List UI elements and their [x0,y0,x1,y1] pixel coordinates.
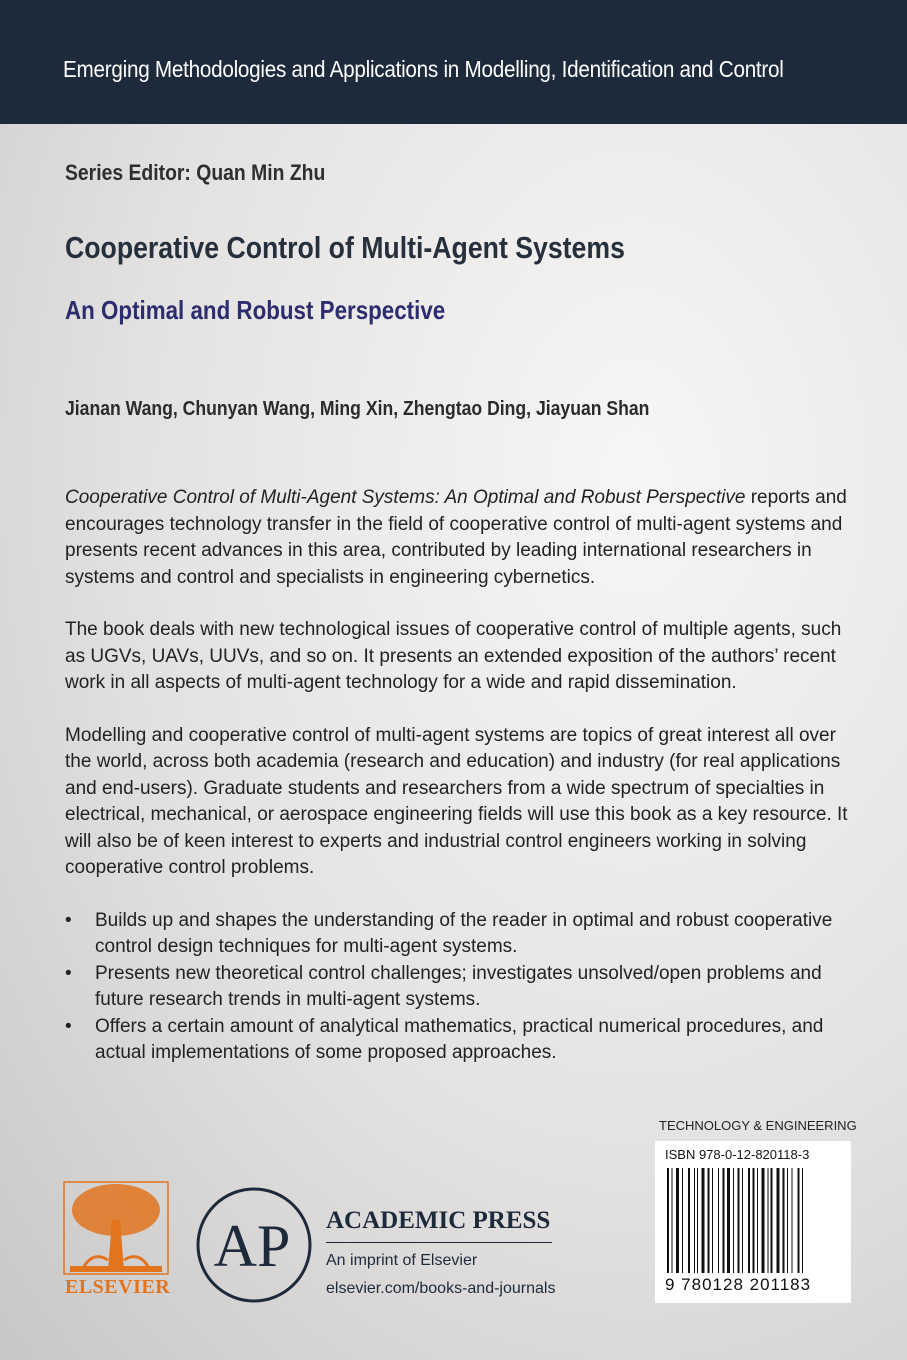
feature-item [65,1014,865,1067]
isbn-label: ISBN 978-0-12-820118-3 [665,1147,810,1162]
series-banner-text: Emerging Methodologies and Applications in Modelling, Identification and Control [63,56,784,82]
bullet-icon: • [65,962,72,984]
ap-monogram: AP [213,1213,291,1279]
feature-text: Offers a certain amount of analytical mathematics, practical numerical procedures, and actual implementations of some proposed approaches. [95,1015,824,1063]
barcode-icon [665,1168,841,1273]
publisher-imprint: An imprint of Elsevier [326,1252,478,1269]
description-paragraph-1-text: reports and encourages technology transfer in the field of cooperative control of multi-agent systems and presents recent advances in this area, contributed by leading international researchers in systems and control and specialists in engineering cybernetics. [65,487,847,588]
series-banner [0,0,907,124]
feature-list [65,908,865,1067]
feature-item [65,908,865,961]
book-title: Cooperative Control of Multi-Agent Systems [65,230,625,265]
elsevier-wordmark: ELSEVIER [65,1276,171,1298]
publisher-name: ACADEMIC PRESS [326,1207,551,1234]
description-paragraph-1 [65,485,865,591]
bullet-icon: • [65,909,72,931]
feature-text: Presents new theoretical control challenges; investigates unsolved/open problems and future research trends in multi-agent systems. [95,962,822,1010]
series-editor: Series Editor: Quan Min Zhu [65,160,326,185]
academic-press-logo-icon [195,1186,313,1304]
barcode-panel [655,1141,851,1303]
description-title-italic: Cooperative Control of Multi-Agent Systems: An Optimal and Robust Perspective [65,487,746,508]
description-paragraph-3: Modelling and cooperative control of multi-agent systems are topics of great interest all over the world, across both academia (research and education) and industry (for real applications and end-users). Graduate students and researchers from a wide spectrum of specialties in electrical, mechanical, or aerospace engineering fields will use this book as a key resource. It will also be of keen interest to experts and industrial control engineers working in solving cooperative control problems. [65,724,848,878]
feature-text: Builds up and shapes the understanding of the reader in optimal and robust cooperative control design techniques for multi-agent systems. [95,909,833,957]
publisher-divider [326,1242,552,1243]
authors: Jianan Wang, Chunyan Wang, Ming Xin, Zhengtao Ding, Jiayuan Shan [65,398,650,420]
book-subtitle: An Optimal and Robust Perspective [65,295,446,325]
feature-item [65,961,865,1014]
subject-category: TECHNOLOGY & ENGINEERING [659,1118,857,1133]
description-paragraph-2: The book deals with new technological issues of cooperative control of multiple agents, such as UGVs, UAVs, UUVs, and so on. It presents an extended exposition of the authors’ recent work in all aspects of multi-agent technology for a wide and rapid dissemination. [65,619,842,693]
publisher-url[interactable]: elsevier.com/books-and-journals [326,1280,556,1297]
bullet-icon: • [65,1015,72,1037]
barcode-number: 9 780128 201183 [665,1275,812,1294]
description [65,485,865,1067]
